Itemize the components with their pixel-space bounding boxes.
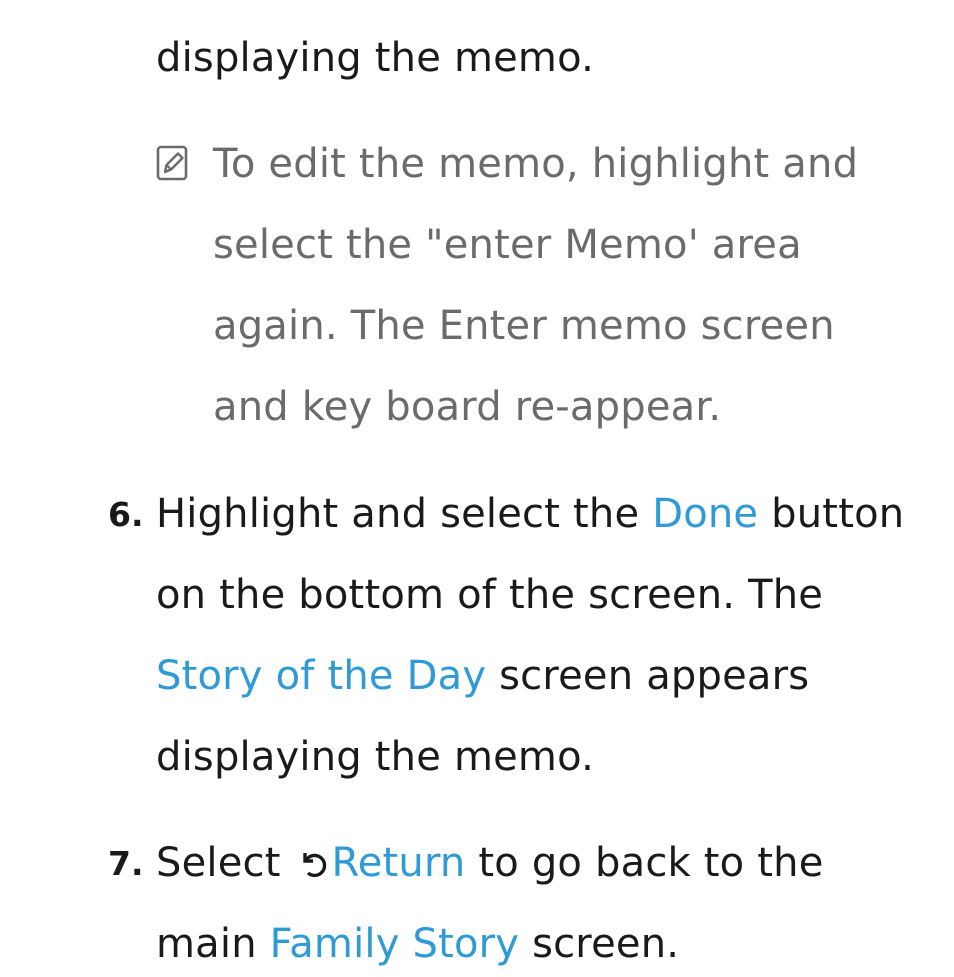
- note-line-1: To edit the memo, highlight and: [213, 141, 859, 187]
- step-text: screen appears: [486, 653, 810, 699]
- step-6-line-2: on the bottom of the screen. The: [156, 572, 824, 618]
- family-story-ref: Family Story: [269, 921, 520, 967]
- step-6-line-3: [156, 653, 810, 699]
- step-7-line-2: [156, 921, 680, 967]
- step-6-line-1: [156, 491, 905, 537]
- step-number: 7.: [108, 844, 144, 883]
- done-button-ref: Done: [652, 491, 759, 537]
- step-text: main: [156, 921, 270, 967]
- note-icon: [156, 145, 190, 181]
- return-ref: Return: [331, 840, 466, 886]
- return-icon: [296, 846, 330, 880]
- note-line-2: select the "enter Memo' area: [213, 222, 802, 268]
- step-text: screen.: [519, 921, 680, 967]
- story-of-the-day-ref: Story of the Day: [156, 653, 487, 699]
- step-text: button: [758, 491, 905, 537]
- step-text: Select: [156, 840, 294, 886]
- note-line-3: again. The Enter memo screen: [213, 303, 835, 349]
- step-number: 6.: [108, 495, 144, 534]
- continuation-line: displaying the memo.: [156, 35, 594, 81]
- step-6-line-4: displaying the memo.: [156, 734, 594, 780]
- step-text: to go back to the: [465, 840, 824, 886]
- step-text: Highlight and select the: [156, 491, 653, 537]
- step-7-line-1: [156, 840, 824, 886]
- note-line-4: and key board re-appear.: [213, 384, 722, 430]
